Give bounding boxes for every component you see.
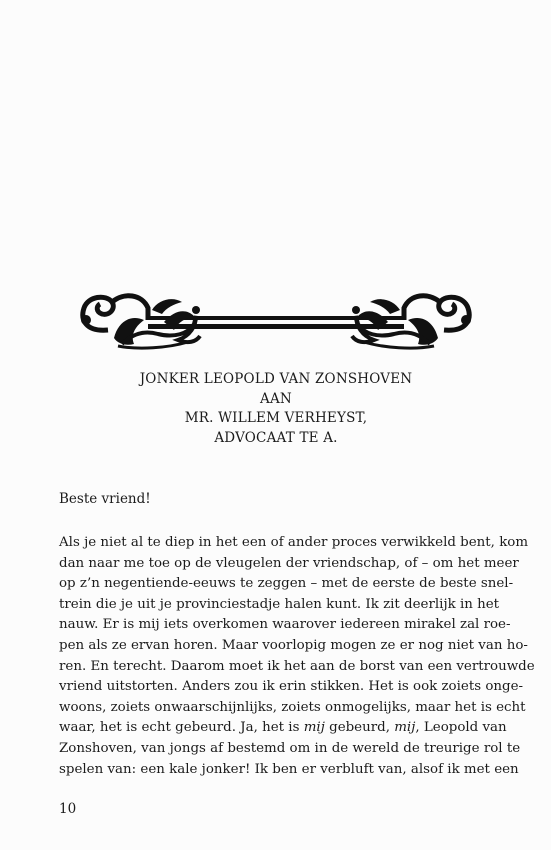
page-number: 10 <box>59 801 77 817</box>
body-line: trein die je uit je provinciestadje halen kunt. Ik zit deerlijk in het <box>59 596 500 612</box>
body-line: vriend uitstorten. Anders zou ik erin stikken. Het is ook zoiets onge- <box>59 679 524 695</box>
body-line: op z’n negentiende-eeuws te zeggen – met de eerste de beste snel- <box>59 576 514 592</box>
heading-sender: JONKER LEOPOLD VAN ZONSHOVEN <box>139 371 413 387</box>
body-line: ren. En terecht. Daarom moet ik het aan de borst van een vertrouwde <box>59 658 535 674</box>
body-line: woons, zoiets onwaarschijnlijks, zoiets onmogelijks, maar het is echt <box>59 699 526 715</box>
heading-aan: AAN <box>260 390 292 407</box>
body-line: nauw. Er is mij iets overkomen waarover iedereen mirakel zal roe- <box>59 617 511 633</box>
scroll-divider-icon <box>78 290 474 352</box>
letter-body <box>59 533 535 780</box>
letter-heading <box>60 370 492 448</box>
body-line: Zonshoven, van jongs af bestemd om in de wereld de treurige rol te <box>59 740 521 756</box>
salutation: Beste vriend! <box>59 491 151 507</box>
body-line: dan naar me toe op de vleugelen der vriendschap, of – om het meer <box>59 555 519 571</box>
body-line: spelen van: een kale jonker! Ik ben er verbluft van, alsof ik met een <box>59 761 519 777</box>
body-line: waar, het is echt gebeurd. Ja, het is mij gebeurd, mij, Leopold van <box>59 720 507 736</box>
heading-recipient: MR. WILLEM VERHEYST, <box>184 410 368 426</box>
body-line: pen als ze ervan horen. Maar voorlopig mogen ze er nog niet van ho- <box>59 637 528 653</box>
body-line: Als je niet al te diep in het een of ander proces verwikkeld bent, kom <box>59 535 529 550</box>
ornament-divider <box>78 290 474 352</box>
heading-recipient-title: ADVOCAAT TE A. <box>214 429 338 446</box>
